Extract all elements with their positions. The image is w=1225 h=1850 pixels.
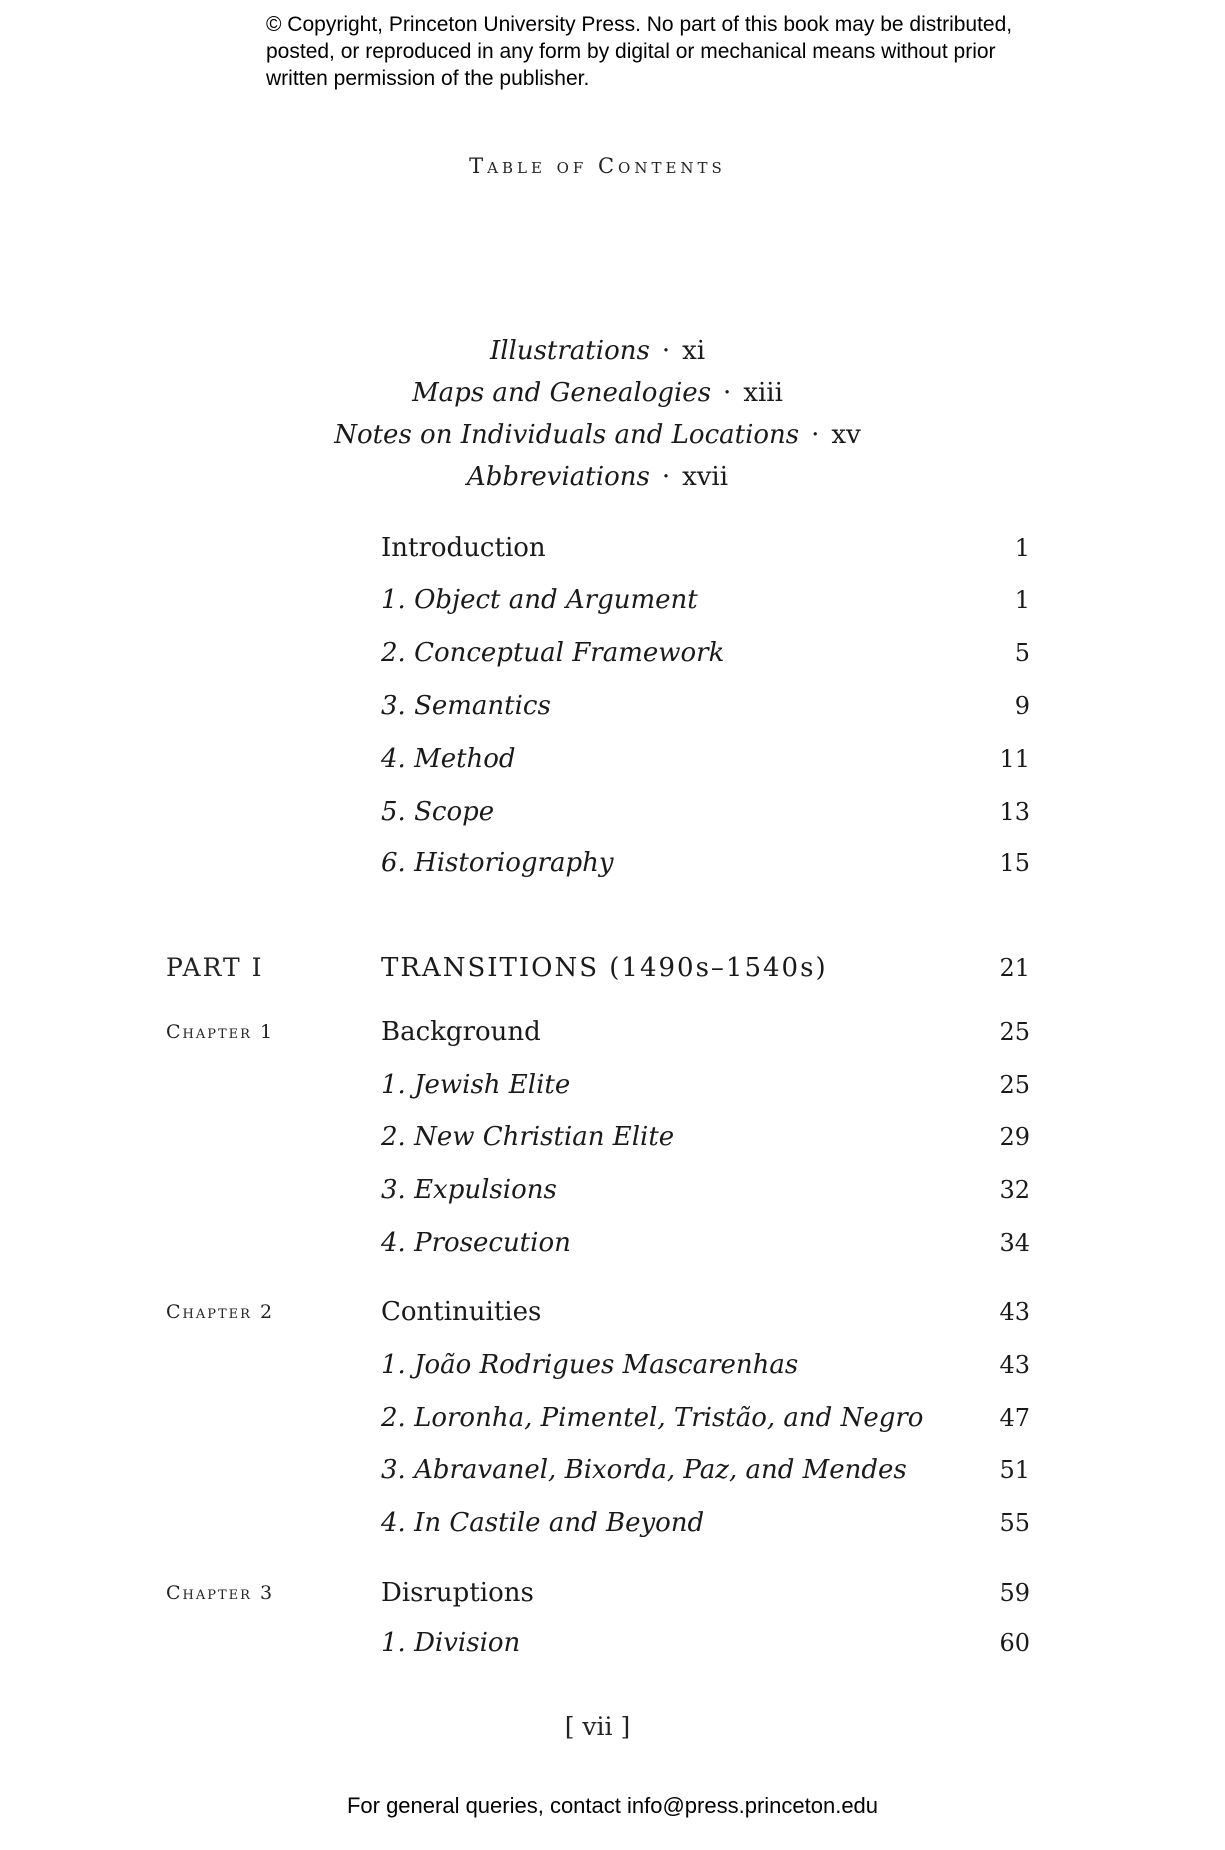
front-matter-title: Illustrations (489, 336, 650, 366)
toc-section (0, 633, 1225, 673)
toc-section (0, 686, 1225, 726)
part-label: PART I (166, 953, 264, 982)
entry-title: 4. In Castile and Beyond (381, 1508, 705, 1538)
entry-page: 32 (999, 1176, 1030, 1204)
entry-title: 5. Scope (381, 797, 495, 827)
entry-title: 3. Abravanel, Bixorda, Paz, and Mendes (381, 1455, 907, 1485)
entry-page: 15 (999, 849, 1030, 877)
toc-section (0, 1398, 1225, 1438)
entry-title: 1. João Rodrigues Mascarenhas (381, 1350, 799, 1380)
entry-page: 11 (999, 745, 1030, 773)
entry-page: 34 (999, 1229, 1030, 1257)
entry-title: 1. Division (381, 1628, 521, 1658)
page-number: [ vii ] (564, 1712, 631, 1741)
chapter-label: Chapter 3 (166, 1582, 275, 1604)
toc-section (0, 739, 1225, 779)
entry-page: 21 (999, 954, 1030, 982)
entry-page: 55 (999, 1509, 1030, 1537)
entry-title: 3. Semantics (381, 691, 551, 721)
copyright-notice: © Copyright, Princeton University Press. No part of this book may be distributed, posted, or reproduced in any form by digital or mechanical means without prior written permission of the publisher. (266, 13, 1013, 90)
entry-title: 1. Object and Argument (381, 585, 698, 615)
entry-title: 1. Jewish Elite (381, 1070, 571, 1100)
front-matter-title: Abbreviations (466, 462, 650, 492)
toc-entry-chapter (0, 1292, 1225, 1332)
toc-entry-chapter (0, 1573, 1225, 1613)
front-matter-list (0, 330, 1195, 498)
entry-page: 47 (999, 1404, 1030, 1432)
toc-entry-introduction (0, 528, 1225, 568)
separator-dot: · (723, 378, 732, 408)
entry-page: 9 (1014, 692, 1030, 720)
toc-section (0, 580, 1225, 620)
entry-page: 43 (999, 1351, 1030, 1379)
entry-page: 25 (999, 1071, 1030, 1099)
entry-title: Introduction (381, 533, 546, 563)
front-matter-page: xvii (682, 462, 729, 492)
entry-page: 1 (1014, 586, 1030, 614)
entry-page: 59 (999, 1579, 1030, 1607)
toc-section (0, 792, 1225, 832)
toc-section (0, 1345, 1225, 1385)
entry-title: 4. Prosecution (381, 1228, 571, 1258)
page-title: Table of Contents (469, 154, 726, 178)
entry-title: 4. Method (381, 744, 516, 774)
separator-dot: · (661, 462, 671, 492)
entry-page: 5 (1014, 639, 1030, 667)
front-matter-item (0, 330, 1195, 372)
entry-title: 2. Loronha, Pimentel, Tristão, and Negro (381, 1403, 924, 1433)
toc-section (0, 1623, 1225, 1663)
chapter-label: Chapter 2 (166, 1301, 275, 1323)
toc-section (0, 1065, 1225, 1105)
entry-page: 25 (999, 1018, 1030, 1046)
toc-section (0, 1450, 1225, 1490)
toc-section (0, 1503, 1225, 1543)
separator-dot: · (661, 336, 671, 366)
toc-section (0, 1223, 1225, 1263)
entry-page: 29 (999, 1123, 1030, 1151)
entry-title: 2. Conceptual Framework (381, 638, 725, 668)
front-matter-page: xi (682, 336, 706, 366)
front-matter-page: xv (831, 420, 861, 450)
toc-entry-part (0, 948, 1225, 988)
entry-title: Background (381, 1017, 541, 1047)
front-matter-title: Notes on Individuals and Locations (334, 420, 800, 450)
toc-section (0, 1170, 1225, 1210)
chapter-label: Chapter 1 (166, 1021, 275, 1043)
entry-page: 1 (1014, 534, 1030, 562)
entry-title: TRANSITIONS (1490s–1540s) (381, 953, 828, 983)
entry-page: 13 (999, 798, 1030, 826)
front-matter-title: Maps and Genealogies (412, 378, 712, 408)
entry-title: Continuities (381, 1297, 542, 1327)
front-matter-item (0, 414, 1195, 456)
front-matter-item (0, 372, 1195, 414)
entry-title: 6. Historiography (381, 848, 614, 878)
front-matter-page: xiii (743, 378, 783, 408)
entry-page: 43 (999, 1298, 1030, 1326)
toc-entry-chapter (0, 1012, 1225, 1052)
separator-dot: · (811, 420, 820, 450)
front-matter-item (0, 456, 1195, 498)
entry-title: 2. New Christian Elite (381, 1122, 675, 1152)
footer-contact: For general queries, contact info@press.princeton.edu (346, 1793, 879, 1818)
entry-title: 3. Expulsions (381, 1175, 557, 1205)
entry-page: 51 (999, 1456, 1030, 1484)
toc-section (0, 1117, 1225, 1157)
entry-title: Disruptions (381, 1578, 534, 1608)
entry-page: 60 (999, 1629, 1030, 1657)
toc-section (0, 843, 1225, 883)
